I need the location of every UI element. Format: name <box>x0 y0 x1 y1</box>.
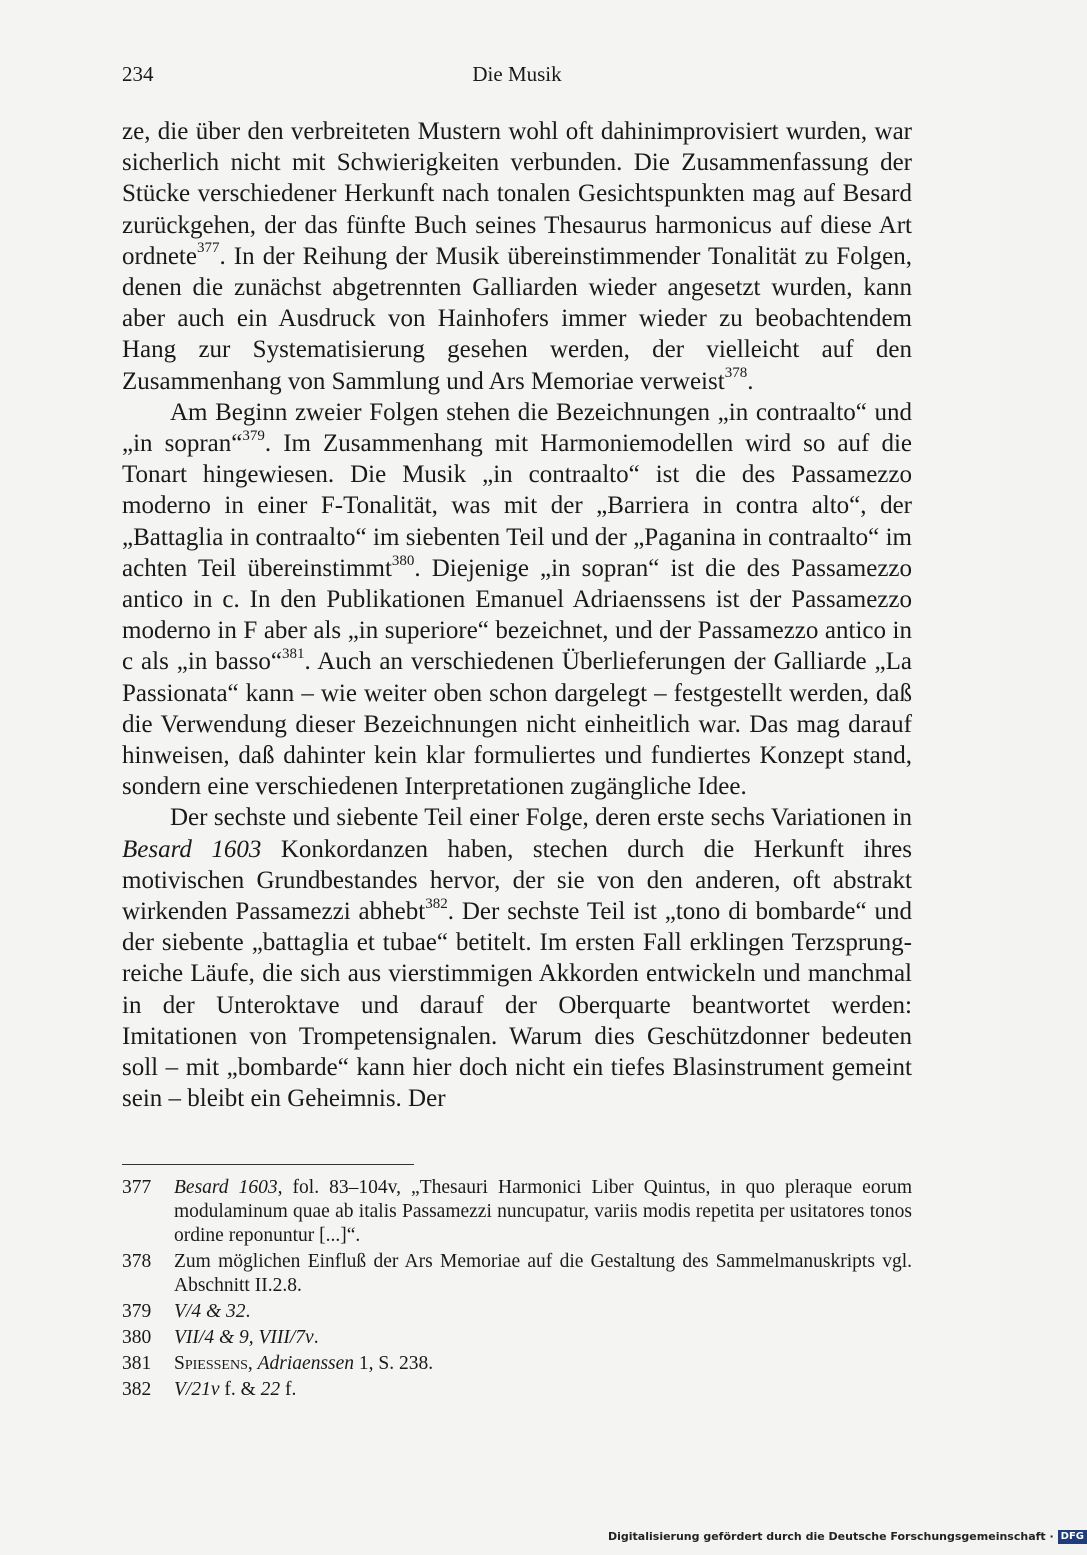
page-number: 234 <box>122 62 154 86</box>
italic-text: VII/4 & 9, VIII/7v <box>174 1327 314 1348</box>
footnote <box>122 1176 912 1248</box>
footnote <box>122 1250 912 1298</box>
text-run: Am Beginn zweier Folgen stehen die Bezeichnungen „in contraalto“ und „in sopran“ <box>122 398 912 458</box>
text-run: f. & <box>219 1379 261 1400</box>
footnote-number: 379 <box>122 1301 152 1322</box>
paragraph <box>122 397 912 803</box>
dfg-logo: DFG <box>1058 1530 1087 1544</box>
text-run: . <box>747 367 754 395</box>
text-run: f. <box>280 1379 297 1400</box>
main-text <box>122 116 912 1115</box>
footnote-rule <box>122 1164 414 1165</box>
credit-text: Digitalisierung gefördert durch die Deutsche Forschungsgemeinschaft · <box>608 1530 1054 1543</box>
italic-text: Adriaenssen <box>257 1353 355 1374</box>
footnote <box>122 1326 912 1350</box>
text-run: Der sechste und siebente Teil einer Folge, deren erste sechs Variationen in <box>170 804 912 832</box>
footnote-ref: 382 <box>425 895 448 912</box>
footnote-number: 378 <box>122 1251 152 1272</box>
footnote-number: 380 <box>122 1327 152 1348</box>
text-run: . <box>313 1327 319 1348</box>
running-title: Die Musik <box>472 62 562 86</box>
footnote-number: 377 <box>122 1177 152 1198</box>
small-caps-text: Spiessens <box>174 1353 248 1374</box>
italic-text: 22 <box>260 1379 281 1400</box>
text-run: . Auch an verschiedenen Überlieferungen der Galliarde „La Passionata“ kann – wie weiter oben schon dargelegt – festgestellt werden, daß die Verwendung dieser Bezeichnungen nicht einheitlich war. Das mag darauf hinweisen, daß dahinter kein klar formuliertes und fundiertes Konzept stand, sondern eine verschiedenen Interpretationen zugängliche Idee. <box>122 648 912 801</box>
text-run: ze, die über den verbreiteten Mustern wohl oft dahinimprovisiert wurden, war sicherlich nicht mit Schwierigkeiten verbunden. Die Zusammenfassung der Stücke verschiedener Herkunft nach tonalen Gesichtspunkten mag auf Besard zurückgehen, der das fünfte Buch seines Thesaurus harmonicus auf diese Art ordnete <box>122 118 912 270</box>
page-header <box>122 62 912 92</box>
text-run: Konkordanzen haben, stechen durch die Herkunft ihres motivischen Grundbestandes hervor, der sie von den anderen, oft abstrakt wirkenden Passamezzi abhebt <box>122 835 912 926</box>
footnote-number: 382 <box>122 1379 152 1400</box>
footnote-ref: 377 <box>196 240 220 257</box>
italic-text: V/21v <box>174 1379 220 1400</box>
text-run: . <box>245 1301 251 1322</box>
footnote-ref: 378 <box>724 365 748 382</box>
italic-text: Besard 1603 <box>122 835 262 863</box>
footnote-ref: 381 <box>281 646 305 663</box>
text-run: . Der sechste Teil ist „tono di bombarde“ und der siebente „battaglia et tubae“ betitelt. Im ersten Fall erklingen Terzsprung-reiche Läufe, die sich aus vierstimmigen Akkorden entwickeln und manchmal in der Unteroktave und darauf der Oberquarte beantwortet werden: Imitationen von Trompetensignalen. Warum dies Geschützdonner bedeuten soll – mit „bombarde“ kann hier doch nicht ein tiefes Blasinstrument gemeint sein – bleibt ein Geheimnis. Der <box>122 898 912 1113</box>
footnote <box>122 1300 912 1324</box>
footnote-number: 381 <box>122 1353 152 1374</box>
footnote <box>122 1352 912 1376</box>
footnote-ref: 379 <box>242 427 265 444</box>
footnotes <box>122 1176 912 1404</box>
footnote <box>122 1378 912 1402</box>
text-run: . Diejenige „in sopran“ ist die des Passamezzo antico in c. In den Publikationen Emanuel Adriaenssens ist der Passamezzo moderno in F aber als „in superiore“ bezeichnet, und der Passamezzo antico in c als „in basso“ <box>122 554 913 676</box>
text-run: , fol. 83–104v, „Thesauri Harmonici Liber Quintus, in quo pleraque eorum modulaminum quae ab italis Passamezzi nuncupatur, variis modis repetita per usitatores tonos ordine reponuntur [...]“. <box>174 1177 912 1246</box>
paragraph <box>122 802 912 1114</box>
text-run: . In der Reihung der Musik übereinstimmender Tonalität zu Folgen, denen die zunächst abgetrennten Galliarden wieder angesetzt wurden, kann aber auch ein Ausdruck von Hainhofers immer wieder zu beobachtendem Hang zur Systematisierung gesehen werden, der vielleicht auf den Zusammenhang von Sammlung und Ars Memoriae verweist <box>122 242 912 395</box>
paragraph <box>122 116 912 397</box>
digitization-credit <box>608 1530 1085 1548</box>
text-run: Zum möglichen Einfluß der Ars Memoriae auf die Gestaltung des Sammelmanuskripts vgl. Abschnitt II.2.8. <box>174 1251 912 1296</box>
text-run: , <box>247 1353 258 1374</box>
italic-text: Besard 1603 <box>174 1177 278 1198</box>
footnote-ref: 380 <box>391 552 415 569</box>
text-run: 1, S. 238. <box>354 1353 434 1374</box>
italic-text: V/4 & 32 <box>174 1301 246 1322</box>
text-run: . Im Zusammenhang mit Harmoniemodellen wird so auf die Tonart hingewiesen. Die Musik „in contraalto“ ist die des Passamezzo moderno in einer F-Tonalität, was mit der „Barriera in contra alto“, der „Battaglia in contraalto“ im siebenten Teil und der „Paganina in contraalto“ im achten Teil übereinstimmt <box>122 430 912 582</box>
